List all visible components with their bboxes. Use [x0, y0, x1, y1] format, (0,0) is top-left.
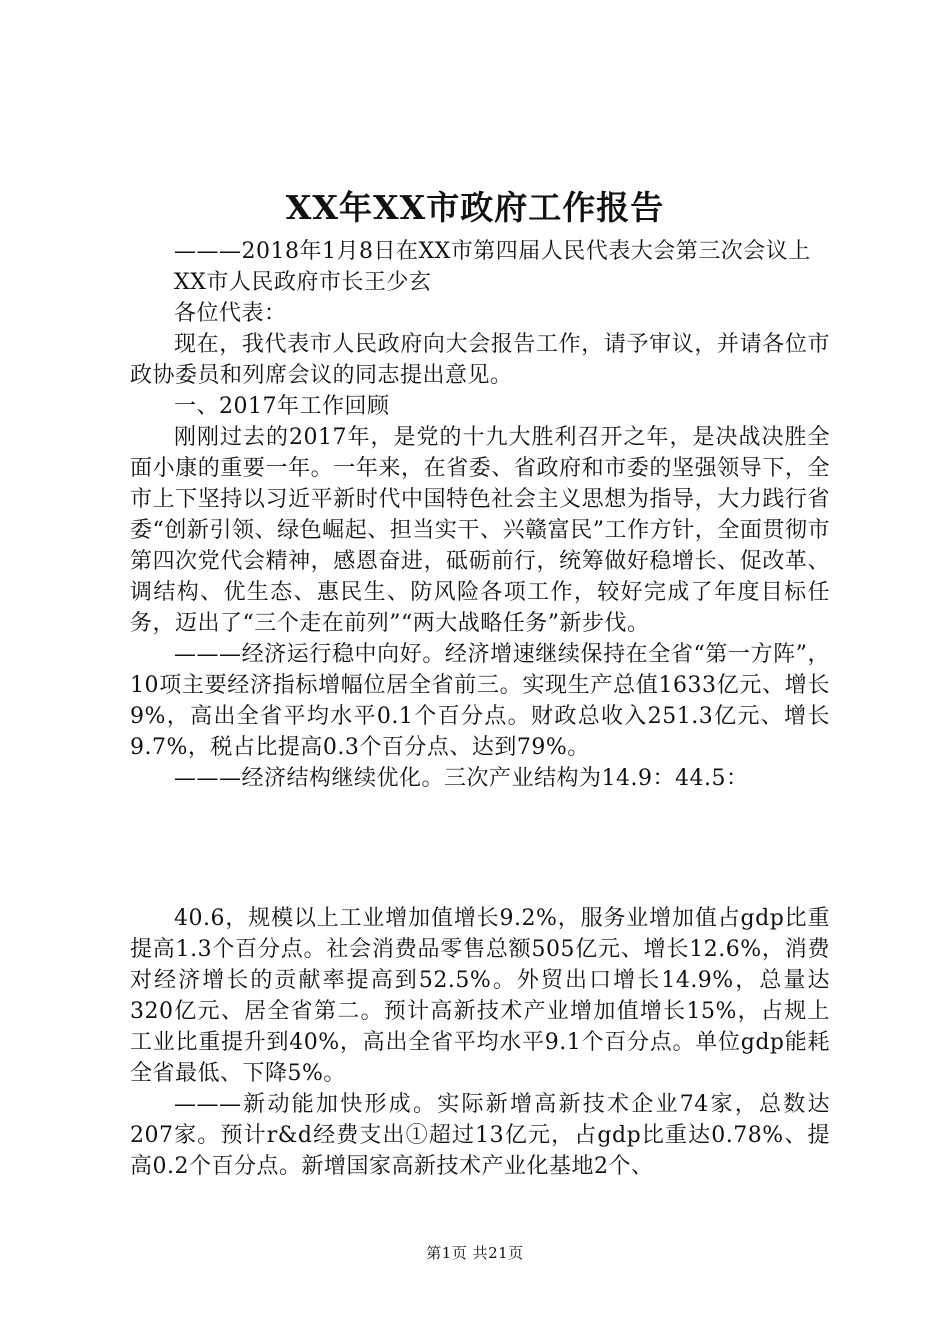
text-block-bottom [130, 903, 830, 1182]
document-title: XX年XX市政府工作报告 [285, 188, 665, 227]
paragraph-structure: ———经济结构继续优化。三次产业结构为14.9：44.5： [174, 766, 749, 791]
section-heading: 一、2017年工作回顾 [174, 394, 390, 419]
text-block-top [130, 236, 830, 794]
paragraph-intro: 现在，我代表市人民政府向大会报告工作，请予审议，并请各位市政协委员和列席会议的同志提出意见。 [130, 332, 830, 388]
paragraph-economy: ———经济运行稳中向好。经济增速继续保持在全省“第一方阵”，10项主要经济指标增幅位居全省前三。实现生产总值1633亿元、增长9%，高出全省平均水平0.1个百分点。财政总收入251.3亿元、增长9.7%，税占比提高0.3个百分点、达到79%。 [130, 642, 830, 760]
paragraph-subtitle: ———2018年1月8日在XX市第四届人民代表大会第三次会议上 [174, 239, 811, 264]
paragraph-new-momentum: ———新动能加快形成。实际新增高新技术企业74家，总数达207家。预计r&d经费支出①超过13亿元，占gdp比重达0.78%、提高0.2个百分点。新增国家高新技术产业化基地2个、 [130, 1092, 830, 1179]
paragraph-review: 刚刚过去的2017年，是党的十九大胜利召开之年，是决战决胜全面小康的重要一年。一年来，在省委、省政府和市委的坚强领导下，全市上下坚持以习近平新时代中国特色社会主义思想为指导，大力践行省委“创新引领、绿色崛起、担当实干、兴赣富民”工作方针，全面贯彻市第四次党代会精神，感恩奋进，砥砺前行，统筹做好稳增长、促改革、调结构、优生态、惠民生、防风险各项工作，较好完成了年度目标任务，迈出了“三个走在前列”“两大战略任务”新步伐。 [130, 425, 830, 636]
page-footer: 第1页 共21页 [426, 1244, 524, 1262]
paragraph-structure-continued: 40.6，规模以上工业增加值增长9.2%，服务业增加值占gdp比重提高1.3个百分点。社会消费品零售总额505亿元、增长12.6%，消费对经济增长的贡献率提高到52.5%。外贸出口增长14.9%，总量达320亿元、居全省第二。预计高新技术产业增加值增长15%，占规上工业比重提升到40%，高出全省平均水平9.1个百分点。单位gdp能耗全省最低、下降5%。 [130, 906, 830, 1086]
paragraph-author: XX市人民政府市长王少玄 [174, 270, 432, 295]
paragraph-greeting: 各位代表： [174, 301, 287, 326]
